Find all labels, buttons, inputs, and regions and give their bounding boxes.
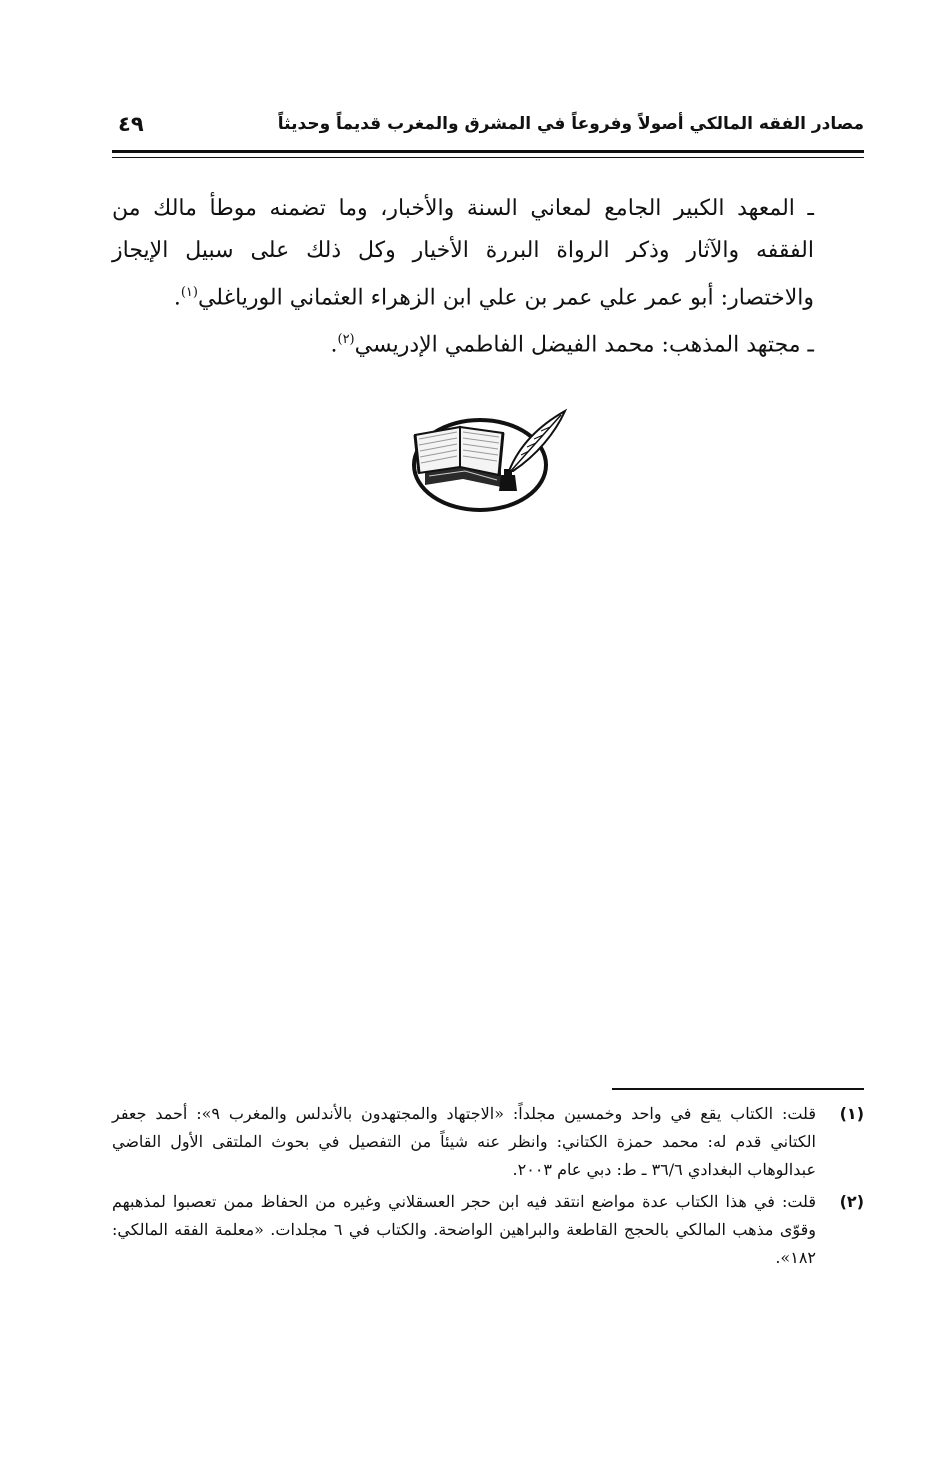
footnote-number: (٢) xyxy=(839,1192,864,1211)
footnote xyxy=(112,1188,864,1272)
footnote-reference: (١) xyxy=(180,285,198,300)
footnote xyxy=(112,1100,864,1184)
running-header xyxy=(112,112,864,142)
footnote-separator xyxy=(612,1088,864,1090)
paragraph-end: . xyxy=(330,332,338,358)
header-rule-thick xyxy=(112,150,864,153)
footnotes xyxy=(112,1100,864,1276)
paragraph-text: ـ مجتهد المذهب: محمد الفيضل الفاطمي الإدريسي xyxy=(354,332,814,358)
paragraph-text: ـ المعهد الكبير الجامع لمعاني السنة والأخبار، وما تضمنه موطأ مالك من الفقفه والآثار وذكر الرواة البررة الأخيار وكل ذلك على سبيل الإيجاز والاختصار: أبو عمر علي عمر بن علي ابن الزهراء العثماني الورياغلي xyxy=(112,196,814,311)
footnote-text: قلت: في هذا الكتاب عدة مواضع انتقد فيه ابن حجر العسقلاني وغيره من الحفاظ ممن تعصبوا لمذهبهم وقوّى مذهب المالكي بالحجج القاطعة والبراهين الواضحة. والكتاب في ٦ مجلدات. «معلمة الفقه المالكي: ١٨٢». xyxy=(112,1192,817,1267)
running-header-title: مصادر الفقه المالكي أصولاً وفروعاً في المشرق والمغرب قديماً وحديثاً xyxy=(277,114,864,134)
body-paragraph xyxy=(112,319,864,366)
book-and-quill-icon xyxy=(405,405,575,520)
header-rule-thin xyxy=(112,157,864,158)
footnote-reference: (٢) xyxy=(337,332,355,348)
footnote-text: قلت: الكتاب يقع في واحد وخمسين مجلداً: «الاجتهاد والمجتهدون بالأندلس والمغرب ٩»: أحمد جعفر الكتاني قدم له: محمد حمزة الكتاني: وانظر عنه شيئاً من التفصيل في بحوث الملتقى الأول القاضي عبدالوهاب البغدادي ٣٦/٦ ـ ط: دبي عام ٢٠٠٣. xyxy=(112,1104,816,1179)
footnote-number: (١) xyxy=(839,1104,864,1123)
body-paragraph xyxy=(112,188,864,319)
body-text xyxy=(112,188,864,367)
paragraph-end: . xyxy=(173,285,181,311)
page-number: ٤٩ xyxy=(118,112,144,136)
